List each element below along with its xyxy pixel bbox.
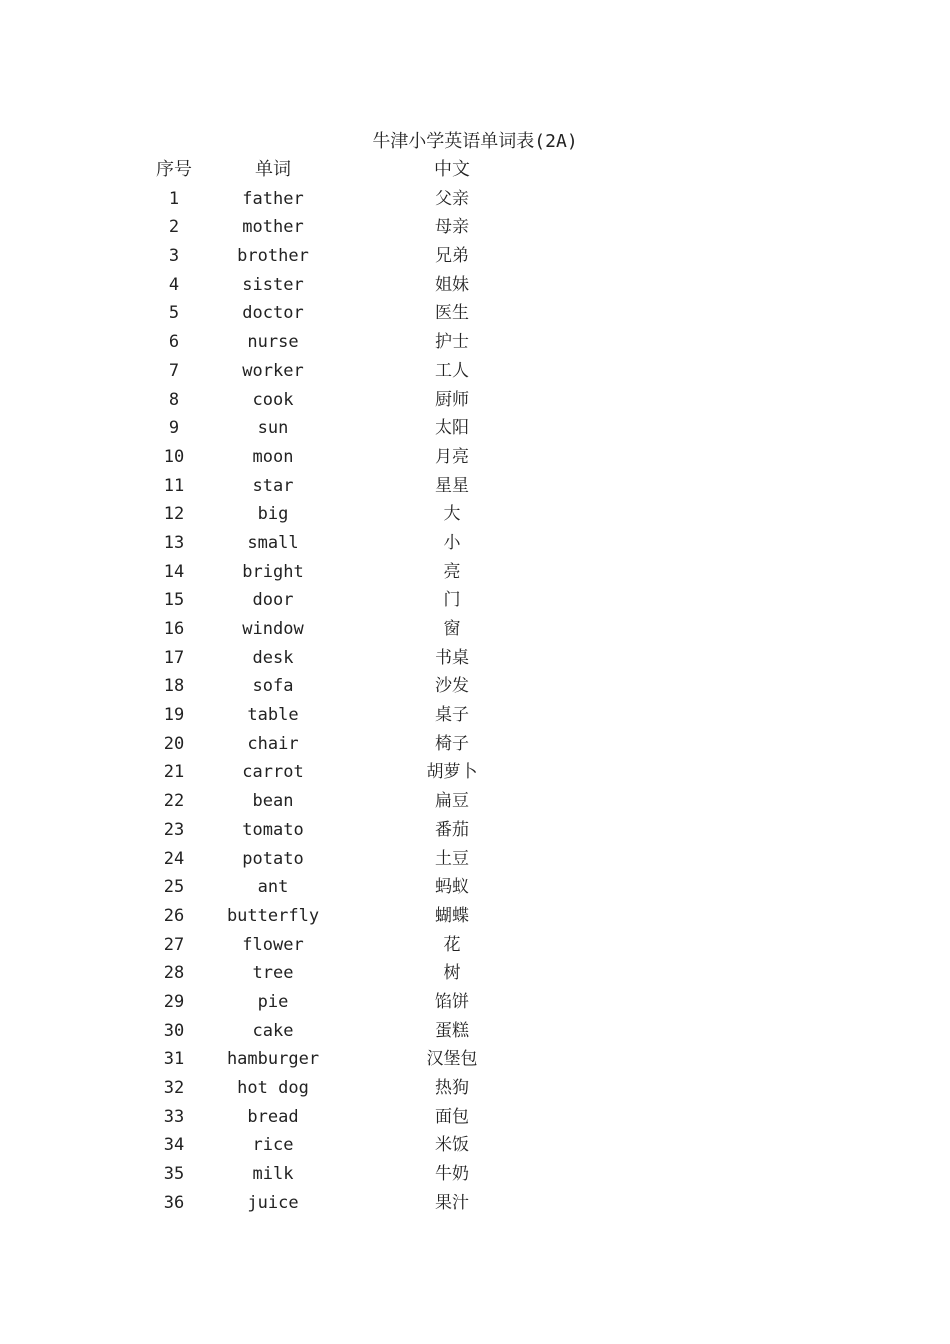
row-index: 23 <box>163 819 185 840</box>
row-index: 32 <box>163 1078 185 1098</box>
row-index: 18 <box>163 676 185 697</box>
table-row <box>0 873 950 902</box>
row-chinese: 馅饼 <box>435 991 469 1012</box>
row-chinese: 热狗 <box>435 1078 469 1098</box>
row-chinese: 树 <box>443 963 461 984</box>
table-row <box>0 931 950 960</box>
table-row <box>0 1045 950 1074</box>
row-chinese: 窗 <box>443 619 461 639</box>
row-word: carrot <box>242 762 304 783</box>
row-index: 35 <box>163 1164 185 1185</box>
table-row <box>0 816 950 845</box>
row-index: 26 <box>163 905 185 926</box>
table-header-row <box>0 156 950 185</box>
row-chinese: 椅子 <box>435 733 469 754</box>
row-word: sister <box>242 274 304 295</box>
row-chinese: 工人 <box>435 360 469 381</box>
row-chinese: 果汁 <box>435 1192 469 1213</box>
row-word: table <box>247 705 299 726</box>
table-row <box>0 730 950 759</box>
row-word: star <box>252 475 294 496</box>
row-index: 9 <box>168 418 180 439</box>
row-index: 16 <box>163 619 185 639</box>
row-word: cake <box>252 1020 294 1041</box>
row-index: 33 <box>163 1106 185 1127</box>
row-word: butterfly <box>226 905 320 926</box>
row-word: worker <box>242 360 304 381</box>
row-word: mother <box>242 217 304 238</box>
row-word: bean <box>252 791 294 812</box>
table-row <box>0 328 950 357</box>
table-row <box>0 959 950 988</box>
row-word: window <box>242 619 304 639</box>
row-word: ant <box>257 877 289 898</box>
row-chinese: 父亲 <box>435 188 469 209</box>
table-row <box>0 1160 950 1189</box>
row-word: rice <box>252 1135 294 1156</box>
row-chinese: 星星 <box>435 475 469 496</box>
row-chinese: 兄弟 <box>435 246 469 267</box>
row-word: big <box>257 504 289 525</box>
row-index: 27 <box>163 934 185 955</box>
table-row <box>0 672 950 701</box>
row-word: bread <box>247 1106 299 1127</box>
row-word: potato <box>242 848 304 869</box>
table-row <box>0 1074 950 1103</box>
table-row <box>0 701 950 730</box>
row-index: 22 <box>163 791 185 812</box>
row-word: pie <box>257 991 289 1012</box>
row-word: tree <box>252 963 294 984</box>
row-index: 8 <box>168 389 180 410</box>
table-row <box>0 242 950 271</box>
header-word: 单词 <box>255 159 291 180</box>
table-row <box>0 1103 950 1132</box>
row-index: 28 <box>163 963 185 984</box>
row-chinese: 蚂蚁 <box>435 877 469 898</box>
row-index: 7 <box>168 360 180 381</box>
row-index: 21 <box>163 762 185 783</box>
table-row <box>0 1189 950 1218</box>
row-chinese: 书桌 <box>435 647 469 668</box>
row-word: tomato <box>242 819 304 840</box>
table-row <box>0 845 950 874</box>
row-index: 10 <box>163 446 185 467</box>
row-index: 5 <box>168 303 180 324</box>
row-chinese: 米饭 <box>435 1135 469 1156</box>
row-index: 12 <box>163 504 185 525</box>
table-row <box>0 644 950 673</box>
row-index: 31 <box>163 1049 185 1070</box>
row-chinese: 面包 <box>435 1106 469 1127</box>
row-word: sun <box>257 418 289 439</box>
row-index: 11 <box>163 475 185 496</box>
row-chinese: 胡萝卜 <box>426 762 478 783</box>
row-word: moon <box>252 446 294 467</box>
table-row <box>0 902 950 931</box>
row-word: nurse <box>247 332 299 353</box>
row-index: 14 <box>163 561 185 582</box>
row-index: 4 <box>168 274 180 295</box>
table-row <box>0 213 950 242</box>
row-chinese: 门 <box>443 590 461 611</box>
table-row <box>0 787 950 816</box>
row-chinese: 大 <box>443 504 461 525</box>
row-chinese: 蛋糕 <box>435 1020 469 1041</box>
row-chinese: 蝴蝶 <box>435 905 469 926</box>
table-row <box>0 271 950 300</box>
row-chinese: 番茄 <box>435 819 469 840</box>
row-chinese: 母亲 <box>435 217 469 238</box>
row-chinese: 沙发 <box>435 676 469 697</box>
row-chinese: 汉堡包 <box>426 1049 478 1070</box>
row-word: hot dog <box>237 1078 309 1098</box>
row-index: 25 <box>163 877 185 898</box>
row-word: door <box>252 590 294 611</box>
row-index: 19 <box>163 705 185 726</box>
row-index: 3 <box>168 246 180 267</box>
table-row <box>0 386 950 415</box>
table-row <box>0 185 950 214</box>
row-word: milk <box>252 1164 294 1185</box>
row-word: brother <box>237 246 309 267</box>
row-index: 13 <box>163 532 185 553</box>
row-index: 34 <box>163 1135 185 1156</box>
row-chinese: 花 <box>443 934 461 955</box>
page-title: 牛津小学英语单词表(2A) <box>372 131 578 152</box>
row-index: 2 <box>168 217 180 238</box>
row-word: father <box>242 188 304 209</box>
row-chinese: 牛奶 <box>435 1164 469 1185</box>
table-row <box>0 414 950 443</box>
row-word: bright <box>242 561 304 582</box>
row-word: desk <box>252 647 294 668</box>
table-row <box>0 615 950 644</box>
table-row <box>0 758 950 787</box>
table-row <box>0 1131 950 1160</box>
row-chinese: 太阳 <box>435 418 469 439</box>
row-word: juice <box>247 1192 299 1213</box>
vocab-table <box>0 156 950 1217</box>
header-index: 序号 <box>156 159 192 180</box>
row-word: sofa <box>252 676 294 697</box>
row-chinese: 亮 <box>443 561 461 582</box>
row-chinese: 月亮 <box>435 446 469 467</box>
table-row <box>0 472 950 501</box>
table-row <box>0 443 950 472</box>
table-row <box>0 529 950 558</box>
table-row <box>0 357 950 386</box>
row-index: 20 <box>163 733 185 754</box>
row-index: 29 <box>163 991 185 1012</box>
row-word: small <box>247 532 299 553</box>
row-index: 30 <box>163 1020 185 1041</box>
row-word: hamburger <box>226 1049 320 1070</box>
row-chinese: 扁豆 <box>435 791 469 812</box>
row-index: 15 <box>163 590 185 611</box>
row-word: flower <box>242 934 304 955</box>
header-chinese: 中文 <box>434 159 470 180</box>
row-chinese: 桌子 <box>435 705 469 726</box>
table-row <box>0 558 950 587</box>
row-chinese: 护士 <box>435 332 469 353</box>
table-row <box>0 299 950 328</box>
table-row <box>0 586 950 615</box>
row-index: 36 <box>163 1192 185 1213</box>
row-index: 1 <box>168 188 180 209</box>
row-index: 24 <box>163 848 185 869</box>
row-chinese: 医生 <box>435 303 469 324</box>
row-chinese: 姐妹 <box>435 274 469 295</box>
table-row <box>0 1017 950 1046</box>
table-row <box>0 500 950 529</box>
row-index: 17 <box>163 647 185 668</box>
row-word: doctor <box>242 303 304 324</box>
row-chinese: 小 <box>443 532 461 553</box>
row-word: cook <box>252 389 294 410</box>
row-chinese: 土豆 <box>435 848 469 869</box>
table-row <box>0 988 950 1017</box>
row-chinese: 厨师 <box>435 389 469 410</box>
row-index: 6 <box>168 332 180 353</box>
row-word: chair <box>247 733 299 754</box>
